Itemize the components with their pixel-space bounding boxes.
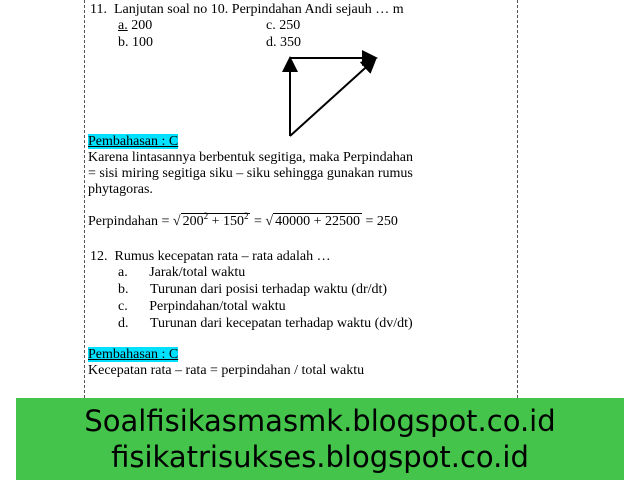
formula-lhs: Perpindahan =	[88, 214, 173, 229]
term-150: 150	[222, 214, 244, 229]
term-200: 200	[182, 214, 204, 229]
banner-line-2: fisikatrisukses.blogspot.co.id	[111, 440, 529, 474]
option-value: Turunan dari posisi terhadap waktu (dr/dt)	[150, 282, 388, 297]
option-letter: b.	[118, 35, 129, 50]
plus-sign: +	[208, 214, 223, 229]
banner-line-1: Soalfisikasmasmk.blogspot.co.id	[84, 404, 556, 438]
pembahasan-11-line-3: phytagoras.	[88, 182, 153, 197]
page-margin-left	[84, 0, 85, 398]
question-11	[90, 2, 404, 18]
equals-sign: =	[250, 214, 266, 229]
resultant-vector-arrow	[290, 60, 374, 136]
option-letter: a.	[118, 265, 128, 280]
pembahasan-11-line-2: = sisi miring segitiga siku – siku sehingga gunakan rumus	[88, 166, 413, 181]
option-b	[118, 35, 153, 51]
question-text: Rumus kecepatan rata – rata adalah …	[114, 249, 331, 264]
option-value: Turunan dari kecepatan terhadap waktu (dv/dt)	[150, 316, 413, 331]
formula-result: = 250	[361, 214, 398, 229]
radicand-sum: 40000 + 22500	[275, 214, 360, 229]
sqrt-expression-1: √ $200^2 + 150^2$	[172, 211, 249, 229]
option-value: 100	[132, 35, 153, 50]
question-number: 12.	[90, 249, 108, 264]
q12-option-c	[118, 299, 286, 315]
option-letter: d.	[118, 316, 129, 331]
q12-option-a	[118, 265, 245, 281]
option-letter: b.	[118, 282, 129, 297]
option-value: Jarak/total waktu	[149, 265, 246, 280]
option-a	[118, 18, 152, 34]
page-margin-right	[517, 0, 518, 398]
pembahasan-12-line: Kecepatan rata – rata = perpindahan / total waktu	[88, 363, 365, 378]
option-value: 250	[279, 18, 301, 33]
option-value: Perpindahan/total waktu	[149, 299, 286, 314]
option-letter: a.	[118, 18, 128, 33]
option-letter: c.	[118, 299, 128, 314]
option-value: 350	[280, 35, 301, 50]
pembahasan-11-label	[88, 134, 178, 150]
option-letter: d.	[266, 35, 277, 50]
pembahasan-11-line-1: Karena lintasannya berbentuk segitiga, maka Perpindahan	[88, 150, 413, 165]
sqrt-expression-2: √ 40000 + 22500	[265, 214, 360, 229]
pembahasan-label-text: Pembahasan : C	[88, 134, 179, 149]
option-letter: c.	[266, 18, 276, 33]
exponent: 2	[243, 211, 249, 221]
question-number: 11.	[90, 2, 107, 17]
option-d	[266, 35, 301, 51]
pembahasan-label-text: Pembahasan : C	[88, 347, 179, 362]
pembahasan-12-label	[88, 347, 178, 363]
q12-option-b	[118, 282, 387, 298]
exponent: 2	[203, 211, 209, 221]
displacement-triangle-diagram	[278, 50, 388, 140]
option-c	[266, 18, 300, 34]
blog-banner	[16, 398, 624, 480]
q12-option-d	[118, 316, 413, 332]
question-text: Lanjutan soal no 10. Perpindahan Andi sejauh … m	[113, 2, 404, 17]
option-value: 200	[131, 18, 153, 33]
question-12	[90, 249, 331, 265]
pythagoras-formula	[88, 211, 398, 230]
